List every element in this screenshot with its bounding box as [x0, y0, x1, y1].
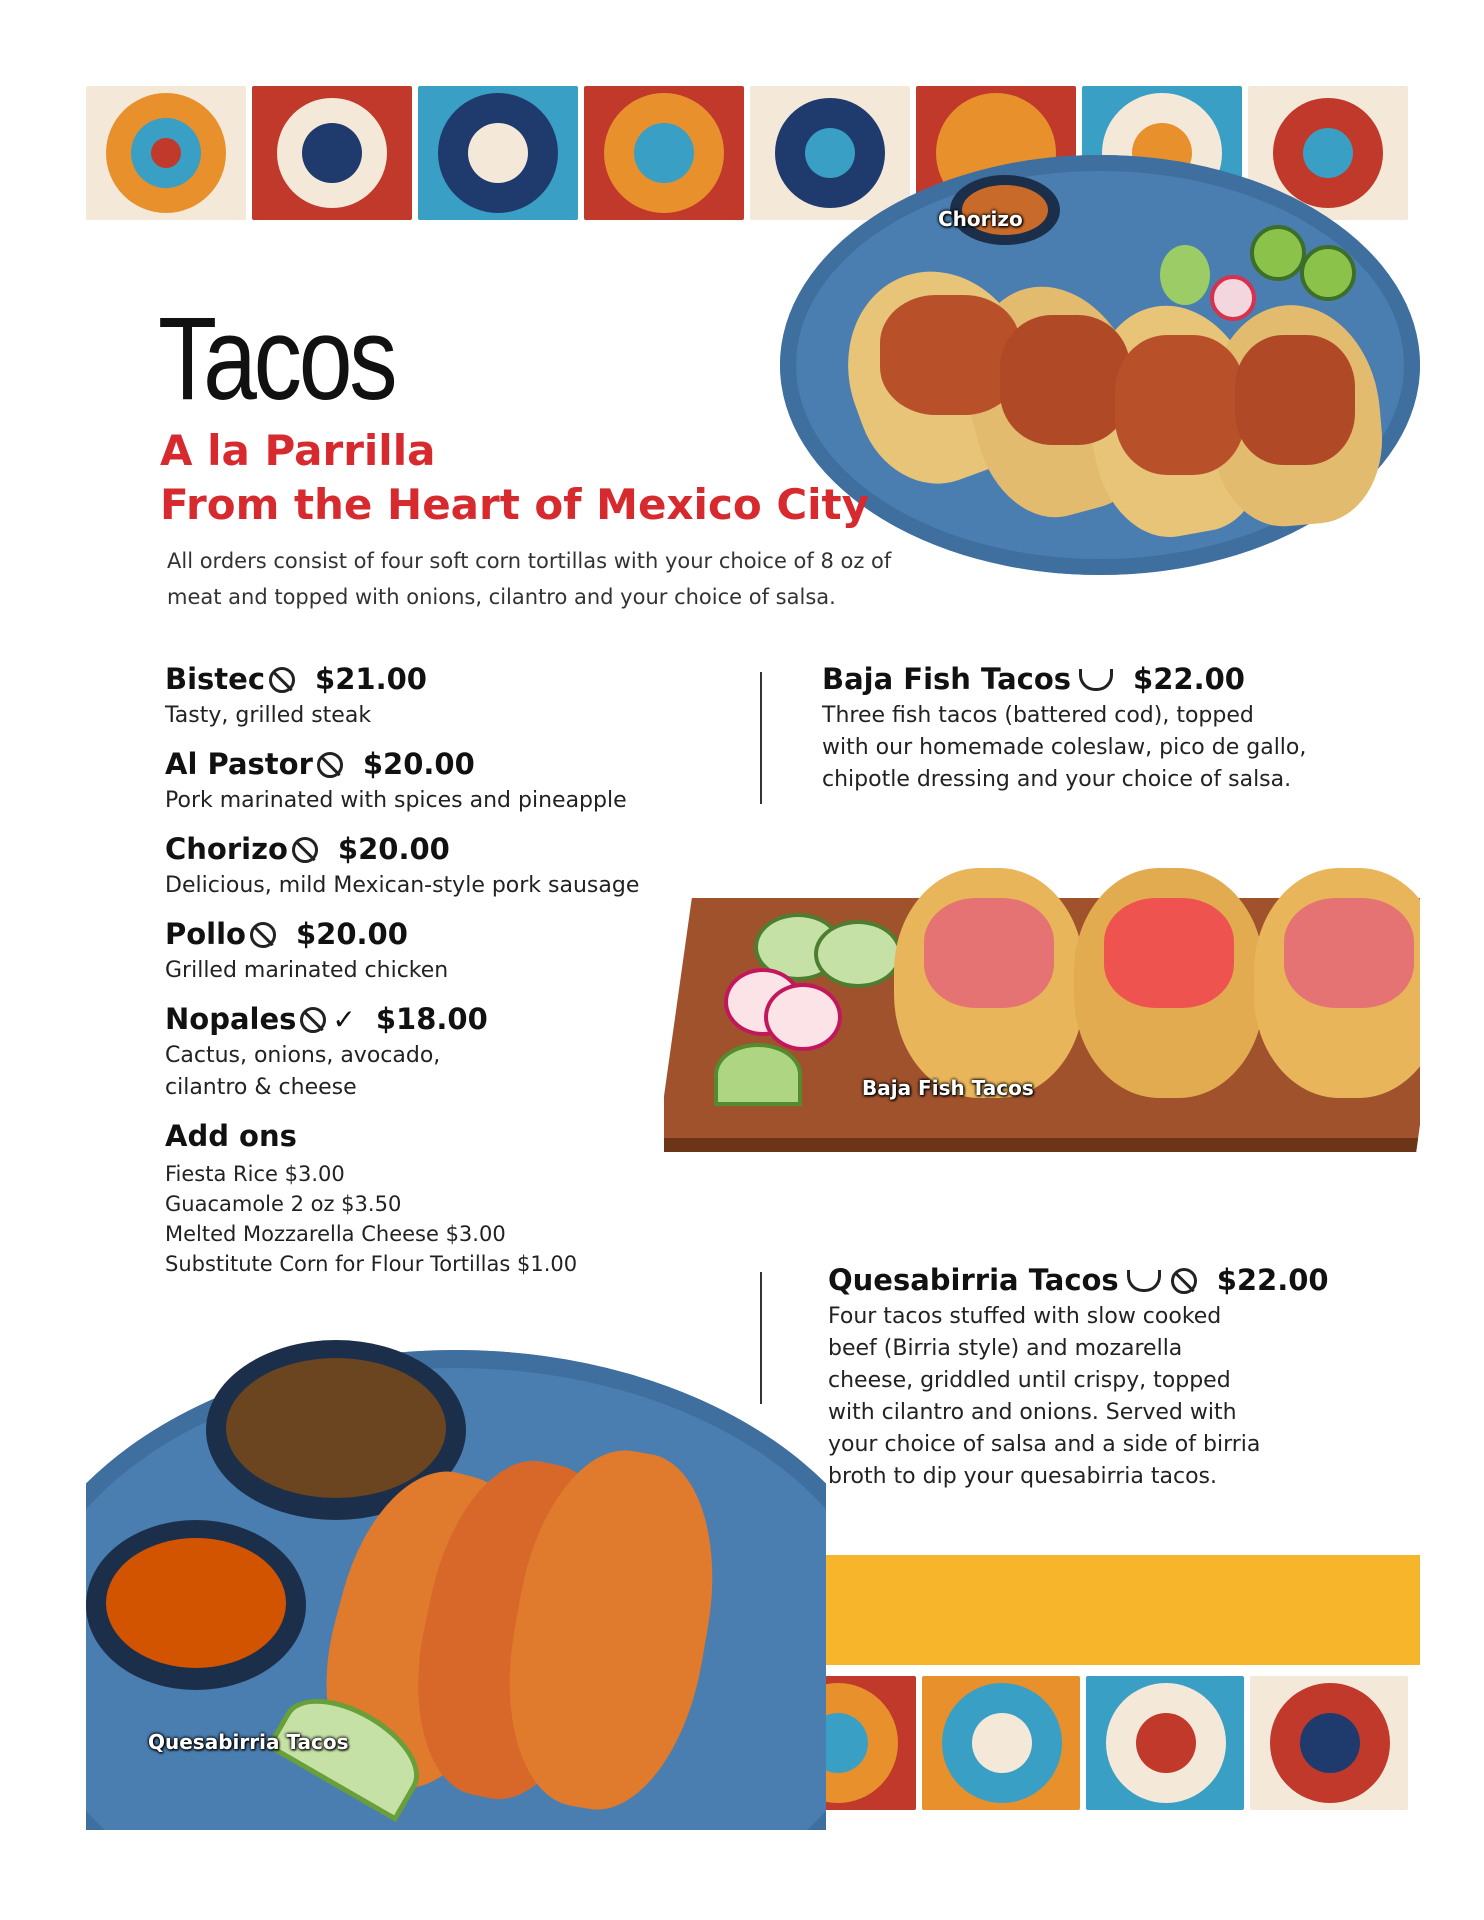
item-name: Quesabirria Tacos: [828, 1263, 1119, 1297]
tile-pattern: [418, 86, 578, 220]
item-desc: Grilled marinated chicken: [165, 958, 449, 983]
addons-section: [165, 1119, 578, 1279]
menu-item-bistec: [165, 662, 427, 732]
intro-line-2: meat and topped with onions, cilantro and your choice of salsa.: [167, 585, 836, 609]
item-desc-line: with cilantro and onions. Served with: [828, 1400, 1237, 1425]
item-name: Pollo: [165, 917, 246, 951]
menu-item-nopales: [165, 1002, 488, 1104]
item-name: Chorizo: [165, 832, 288, 866]
addon-item: Guacamole 2 oz $3.50: [165, 1192, 402, 1216]
item-price: $22.00: [1216, 1263, 1329, 1297]
tile-pattern: [1086, 1676, 1244, 1810]
addon-item: Fiesta Rice $3.00: [165, 1162, 345, 1186]
chorizo-plate-photo: [780, 155, 1420, 575]
page-title: Tacos: [158, 293, 395, 425]
tile-pattern: [1250, 1676, 1408, 1810]
baja-fish-tacos-photo: [664, 858, 1420, 1158]
item-desc-line-3: chipotle dressing and your choice of salsa.: [822, 767, 1292, 792]
menu-item-quesabirria-tacos: [828, 1263, 1329, 1493]
menu-item-al-pastor: [165, 747, 627, 817]
item-price: $21.00: [315, 662, 427, 696]
baja-photo-label: Baja Fish Tacos: [862, 1076, 1034, 1100]
item-price: $18.00: [375, 1002, 488, 1036]
item-price: $20.00: [362, 747, 475, 781]
item-desc-line-2: with our homemade coleslaw, pico de gallo,: [822, 735, 1307, 760]
subtitle-parrilla: A la Parrilla: [160, 426, 436, 475]
gluten-free-icon: [1171, 1268, 1197, 1294]
bowl-icon: [1079, 669, 1113, 691]
item-desc-line: broth to dip your quesabirria tacos.: [828, 1464, 1217, 1489]
item-price: $22.00: [1133, 662, 1245, 696]
intro-line-1: All orders consist of four soft corn tortillas with your choice of 8 oz of: [167, 549, 892, 573]
addons-heading: Add ons: [165, 1119, 297, 1153]
item-desc: Delicious, mild Mexican-style pork sausage: [165, 873, 640, 898]
quesabirria-photo-label: Quesabirria Tacos: [148, 1730, 349, 1754]
item-name: Bistec: [165, 662, 266, 696]
bowl-icon: [1127, 1270, 1161, 1292]
chorizo-photo-label: Chorizo: [938, 207, 1023, 231]
gluten-free-icon: [292, 837, 318, 863]
menu-item-baja-fish-tacos: [822, 662, 1307, 796]
addon-item: Melted Mozzarella Cheese $3.00: [165, 1222, 506, 1246]
item-desc: Tasty, grilled steak: [165, 703, 372, 728]
subtitle-mexico-city: From the Heart of Mexico City: [160, 480, 869, 529]
item-desc-line-1: Cactus, onions, avocado,: [165, 1043, 441, 1068]
item-desc: Pork marinated with spices and pineapple: [165, 788, 627, 813]
intro-text: [167, 543, 927, 615]
item-price: $20.00: [295, 917, 408, 951]
item-desc-line: Four tacos stuffed with slow cooked: [828, 1304, 1222, 1329]
divider-baja: [760, 672, 762, 804]
item-price: $20.00: [337, 832, 450, 866]
yellow-accent-bar: [820, 1555, 1420, 1665]
menu-item-chorizo: [165, 832, 640, 902]
quesabirria-plate-photo: [86, 1320, 826, 1830]
vegetarian-icon: ✓: [332, 1002, 356, 1036]
gluten-free-icon: [250, 922, 276, 948]
tile-pattern: [584, 86, 744, 220]
tile-pattern: [922, 1676, 1080, 1810]
gluten-free-icon: [269, 667, 295, 693]
tile-pattern: [750, 86, 910, 220]
item-name: Al Pastor: [165, 747, 313, 781]
gluten-free-icon: [317, 752, 343, 778]
addon-item: Substitute Corn for Flour Tortillas $1.00: [165, 1252, 578, 1276]
item-name: Nopales: [165, 1002, 297, 1036]
bottom-tile-band: [758, 1676, 1408, 1810]
item-desc-line: cheese, griddled until crispy, topped: [828, 1368, 1231, 1393]
item-desc-line: beef (Birria style) and mozarella: [828, 1336, 1183, 1361]
tile-pattern: [252, 86, 412, 220]
item-desc-line-2: cilantro & cheese: [165, 1075, 357, 1100]
menu-item-pollo: [165, 917, 449, 987]
item-desc-line-1: Three fish tacos (battered cod), topped: [822, 703, 1254, 728]
item-name: Baja Fish Tacos: [822, 662, 1072, 696]
tile-pattern: [86, 86, 246, 220]
item-desc-line: your choice of salsa and a side of birria: [828, 1432, 1261, 1457]
gluten-free-icon: [300, 1007, 326, 1033]
